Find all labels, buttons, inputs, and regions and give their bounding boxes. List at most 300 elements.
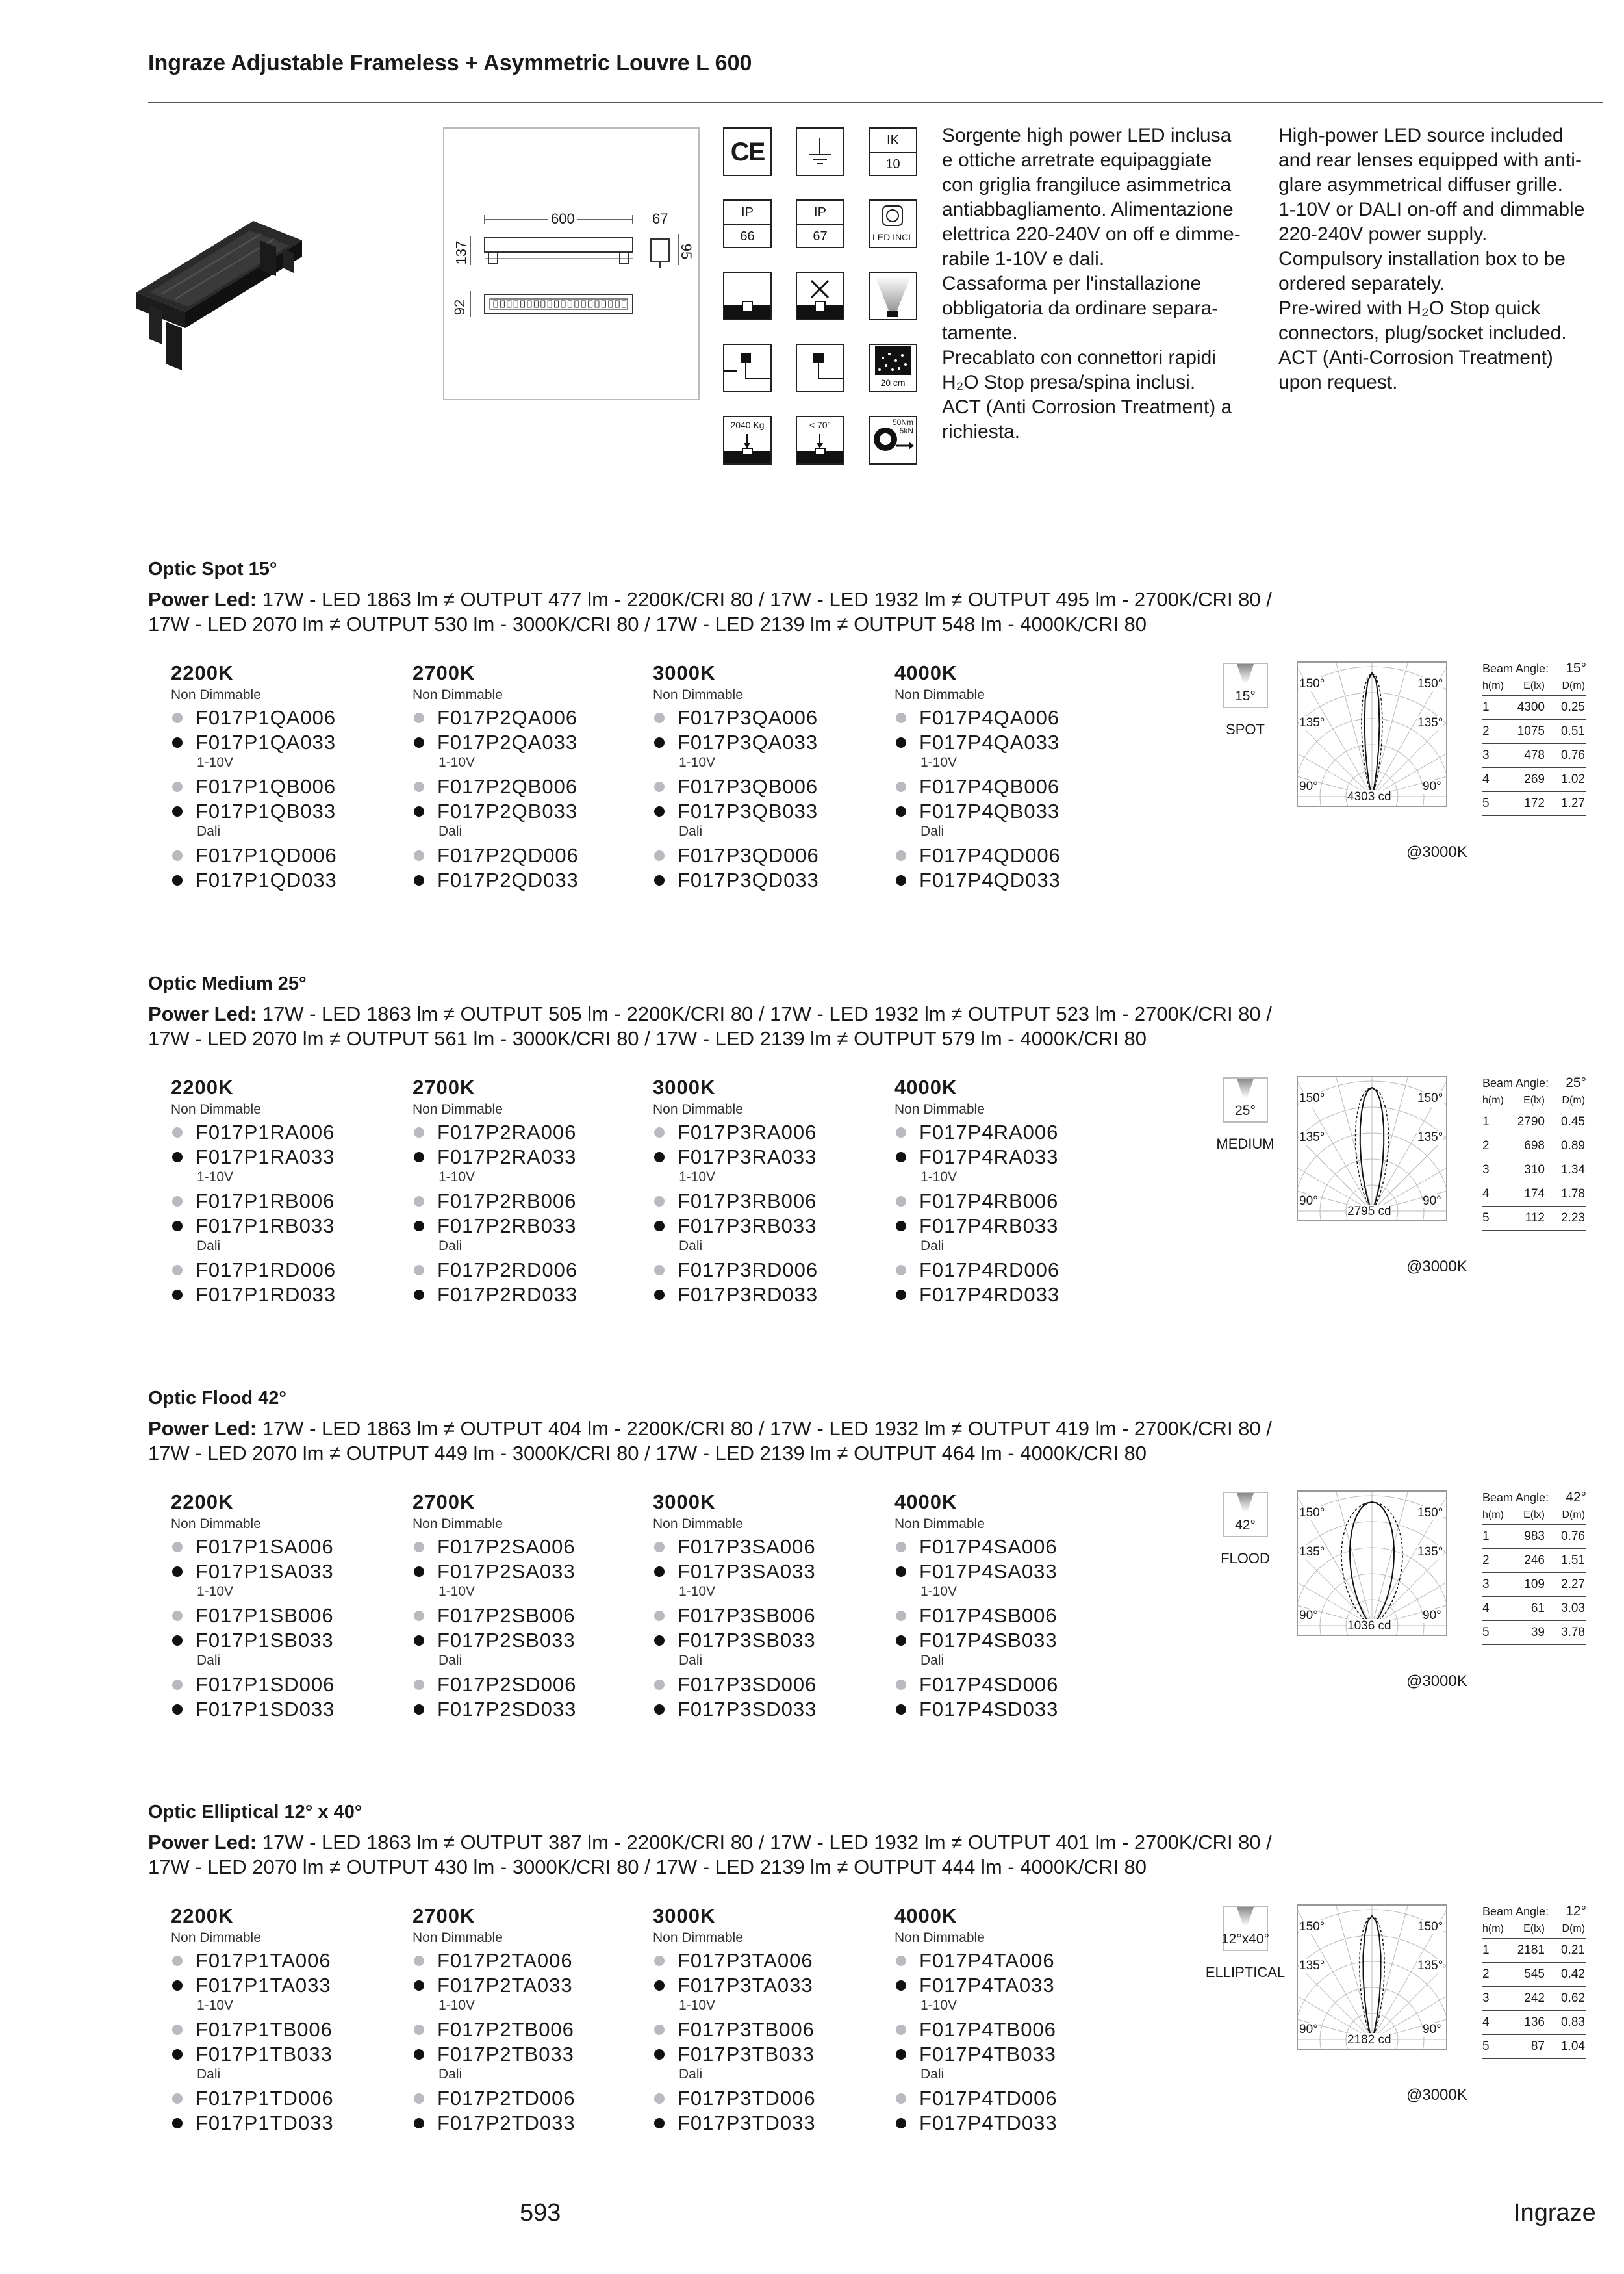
product-code[interactable] <box>412 1697 646 1722</box>
product-code[interactable] <box>412 2042 646 2067</box>
product-code[interactable] <box>894 799 1128 824</box>
product-code[interactable] <box>412 868 646 893</box>
impact-resistance-icon: 50Nm 5kN <box>869 416 917 465</box>
color-temperature: 3000K <box>653 1490 716 1513</box>
product-code-text: F017P2SB006 <box>437 1604 576 1627</box>
desc-en-line: Compulsory installation box to be <box>1278 248 1566 270</box>
product-code[interactable] <box>171 1628 405 1653</box>
col-e: E(lx) <box>1523 1923 1545 1934</box>
finish-black-swatch <box>172 1635 183 1646</box>
table-row <box>1482 720 1586 744</box>
product-code-text: F017P1RD033 <box>196 1283 336 1306</box>
product-code-text: F017P2TD033 <box>437 2112 576 2134</box>
illuminance-table <box>1482 1075 1586 1231</box>
beam-type-label: MEDIUM <box>1216 1136 1275 1152</box>
product-code-text: F017P4RB033 <box>919 1214 1059 1237</box>
dimming-category: Non Dimmable <box>412 1516 503 1531</box>
table-cell: 2181 <box>1517 1943 1545 1957</box>
product-code-text: F017P2QB033 <box>437 800 578 823</box>
product-code[interactable] <box>171 1189 405 1214</box>
product-code[interactable] <box>412 1672 646 1697</box>
product-code-text: F017P1RD006 <box>196 1258 336 1281</box>
brand-name: Ingraze <box>1514 2199 1596 2227</box>
product-code[interactable] <box>171 1535 405 1559</box>
product-code-text: F017P4RA006 <box>919 1121 1059 1143</box>
beam-angle-label: Beam Angle: <box>1482 1904 1549 1918</box>
finish-grey-swatch <box>896 782 906 792</box>
product-code[interactable] <box>412 2111 646 2136</box>
product-code[interactable] <box>894 1973 1128 1998</box>
beam-angle-value: 12° <box>1566 1904 1586 1919</box>
polar-angle-label: 90° <box>1299 1609 1318 1622</box>
product-code[interactable] <box>653 706 887 730</box>
product-code-text: F017P1QA033 <box>196 731 336 754</box>
col-h: h(m) <box>1482 1095 1504 1106</box>
product-code[interactable] <box>171 1283 405 1307</box>
product-code[interactable] <box>894 2111 1128 2136</box>
product-code[interactable] <box>894 1145 1128 1169</box>
product-code[interactable] <box>894 1535 1128 1559</box>
table-cell: 1.51 <box>1561 1553 1585 1567</box>
desc-it-line: obbligatoria da ordinare separa- <box>942 298 1219 319</box>
polar-angle-label: 150° <box>1299 1506 1325 1520</box>
product-code[interactable] <box>412 1628 646 1653</box>
dimming-category: 1-10V <box>920 1169 958 1184</box>
table-cell: 2 <box>1482 1553 1490 1567</box>
table-cell: 0.51 <box>1561 724 1585 738</box>
dimming-category: Dali <box>438 1238 463 1253</box>
product-code[interactable] <box>653 1672 887 1697</box>
product-code[interactable] <box>653 1214 887 1238</box>
polar-angle-label: 90° <box>1423 780 1441 793</box>
col-e: E(lx) <box>1523 1095 1545 1106</box>
product-code[interactable] <box>412 1214 646 1238</box>
finish-grey-swatch <box>654 2025 665 2035</box>
polar-angle-label: 135° <box>1299 1131 1325 1144</box>
product-code[interactable] <box>653 1120 887 1145</box>
dimming-category: 1-10V <box>920 1998 958 2013</box>
beam-angle-value: 42° <box>1235 1518 1256 1533</box>
power-led-label: Power Led: <box>148 1003 257 1025</box>
product-code[interactable] <box>412 1535 646 1559</box>
product-code[interactable] <box>412 2017 646 2042</box>
finish-black-swatch <box>896 2118 906 2128</box>
product-code[interactable] <box>653 2086 887 2111</box>
product-code-text: F017P2TB033 <box>437 2043 574 2065</box>
product-code[interactable] <box>171 2042 405 2067</box>
table-row <box>1482 1573 1586 1597</box>
dimming-category: 1-10V <box>438 755 476 770</box>
dimming-category: Non Dimmable <box>653 1102 743 1117</box>
polar-angle-label: 150° <box>1417 1506 1443 1520</box>
illuminance-table <box>1482 1903 1586 2059</box>
product-code[interactable] <box>653 1145 887 1169</box>
product-code-text: F017P2RB033 <box>437 1214 577 1237</box>
finish-black-swatch <box>654 1566 665 1577</box>
dimming-category: Non Dimmable <box>171 687 261 702</box>
product-code[interactable] <box>894 1603 1128 1628</box>
finish-grey-swatch <box>172 1265 183 1275</box>
product-code[interactable] <box>171 1559 405 1584</box>
product-code[interactable] <box>653 1559 887 1584</box>
color-temperature: 3000K <box>653 661 716 684</box>
product-code[interactable] <box>653 730 887 755</box>
table-row <box>1482 1182 1586 1207</box>
product-code[interactable] <box>412 799 646 824</box>
product-code-text: F017P3QA006 <box>678 706 818 729</box>
ip66-icon: IP 66 <box>723 199 772 248</box>
product-code[interactable] <box>894 774 1128 799</box>
desc-en-line: ACT (Anti-Corrosion Treatment) <box>1278 347 1553 368</box>
table-row <box>1482 1621 1586 1645</box>
product-code[interactable] <box>171 706 405 730</box>
dimming-category: Dali <box>920 2067 945 2082</box>
beam-type-label: SPOT <box>1226 721 1265 737</box>
product-code-text: F017P4TD033 <box>919 2112 1058 2134</box>
col-h: h(m) <box>1482 680 1504 691</box>
led-included-icon: LED INCL <box>869 199 917 248</box>
product-code[interactable] <box>653 1628 887 1653</box>
finish-black-swatch <box>896 1290 906 1300</box>
finish-grey-swatch <box>896 2025 906 2035</box>
power-line: 17W - LED 2070 lm ≠ OUTPUT 561 lm - 3000K/CRI 80 / 17W - LED 2139 lm ≠ OUTPUT 579 lm - 4000K/CRI 80 <box>148 1027 1147 1050</box>
polar-angle-label: 90° <box>1423 1194 1441 1208</box>
product-code[interactable] <box>653 774 887 799</box>
polar-angle-label: 90° <box>1299 2023 1318 2036</box>
not-suitable-icon <box>796 272 844 320</box>
finish-grey-swatch <box>654 1127 665 1138</box>
product-code-text: F017P3TA033 <box>678 1974 813 1997</box>
power-line <box>148 587 1272 612</box>
finish-black-swatch <box>414 1980 424 1991</box>
table-cell: 0.62 <box>1561 1991 1585 2005</box>
product-code-text: F017P4RB006 <box>919 1190 1059 1212</box>
product-code[interactable] <box>894 2017 1128 2042</box>
ip67-icon: IP 67 <box>796 199 844 248</box>
product-code[interactable] <box>894 1283 1128 1307</box>
dimming-category: 1-10V <box>197 1584 234 1599</box>
product-code[interactable] <box>653 1973 887 1998</box>
color-temperature: 4000K <box>894 1904 958 1927</box>
power-led-label: Power Led: <box>148 588 257 611</box>
temp-column <box>653 1490 887 1722</box>
finish-grey-swatch <box>414 1956 424 1966</box>
polar-angle-label: 90° <box>1423 1609 1441 1622</box>
polar-angle-label: 135° <box>1299 716 1325 730</box>
product-code[interactable] <box>653 1258 887 1283</box>
product-code[interactable] <box>412 1189 646 1214</box>
product-code[interactable] <box>653 2111 887 2136</box>
product-code[interactable] <box>171 2017 405 2042</box>
polar-diagram <box>1297 1490 1447 1636</box>
product-code-text: F017P2RD006 <box>437 1258 578 1281</box>
desc-en-line: High-power LED source included <box>1278 125 1564 146</box>
finish-black-swatch <box>896 1704 906 1715</box>
polar-diagram <box>1297 1076 1447 1221</box>
dimming-category: Non Dimmable <box>412 1102 503 1117</box>
dimming-category: Dali <box>679 1653 703 1668</box>
product-code[interactable] <box>653 1283 887 1307</box>
beam-angle-value: 42° <box>1566 1490 1586 1505</box>
dimming-category: 1-10V <box>197 1998 234 2013</box>
gravel-drainage-icon: 20 cm <box>869 344 917 392</box>
finish-black-swatch <box>414 2118 424 2128</box>
finish-grey-swatch <box>654 2093 665 2104</box>
product-code[interactable] <box>171 1697 405 1722</box>
table-cell: 4 <box>1482 2015 1490 2029</box>
product-code-text: F017P3RD006 <box>678 1258 818 1281</box>
product-code-text: F017P2QB006 <box>437 775 578 798</box>
product-code[interactable] <box>653 799 887 824</box>
finish-grey-swatch <box>896 1265 906 1275</box>
product-code[interactable] <box>412 774 646 799</box>
finish-grey-swatch <box>414 850 424 861</box>
color-temperature: 4000K <box>894 661 958 684</box>
product-code[interactable] <box>171 1973 405 1998</box>
product-code[interactable] <box>412 843 646 868</box>
product-code-text: F017P4SB006 <box>919 1604 1058 1627</box>
table-header-row <box>1482 1920 1586 1939</box>
power-spec: 17W - LED 1863 lm ≠ OUTPUT 387 lm - 2200K/CRI 80 / 17W - LED 1932 lm ≠ OUTPUT 401 lm - 2700K/CRI 80 / <box>262 1831 1272 1854</box>
table-cell: 172 <box>1524 797 1545 810</box>
finish-black-swatch <box>414 1221 424 1231</box>
product-code[interactable] <box>412 1603 646 1628</box>
dimming-category: Non Dimmable <box>412 687 503 702</box>
candela-value: 4303 cd <box>1347 790 1391 804</box>
dimming-category: Dali <box>197 2067 221 2082</box>
product-code[interactable] <box>412 1283 646 1307</box>
table-cell: 5 <box>1482 797 1490 810</box>
col-d: D(m) <box>1562 1095 1585 1106</box>
desc-it-line: Cassaforma per l'installazione <box>942 273 1202 294</box>
temp-column <box>412 1490 646 1722</box>
finish-black-swatch <box>896 1635 906 1646</box>
desc-it-line: tamente. <box>942 322 1018 344</box>
table-row <box>1482 1597 1586 1621</box>
dimming-category: Non Dimmable <box>171 1516 261 1531</box>
finish-black-swatch <box>654 2049 665 2060</box>
finish-black-swatch <box>172 737 183 748</box>
power-led-label: Power Led: <box>148 1831 257 1854</box>
product-code-text: F017P1SA033 <box>196 1560 334 1583</box>
product-code-text: F017P1RB033 <box>196 1214 335 1237</box>
beam-angle-header <box>1482 1903 1586 1920</box>
temp-column <box>653 1076 887 1307</box>
table-row <box>1482 1549 1586 1573</box>
product-code[interactable] <box>894 706 1128 730</box>
finish-black-swatch <box>654 1980 665 1991</box>
finish-black-swatch <box>414 1290 424 1300</box>
product-code[interactable] <box>412 1258 646 1283</box>
table-cell: 5 <box>1482 1211 1490 1225</box>
product-code-text: F017P4TA006 <box>919 1949 1055 1972</box>
beam-angle-value: 25° <box>1235 1103 1256 1118</box>
product-code[interactable] <box>171 1145 405 1169</box>
table-cell: 3.03 <box>1561 1602 1585 1615</box>
temp-column <box>894 1076 1128 1307</box>
reference-temperature: @3000K <box>1406 1258 1467 1275</box>
table-cell: 0.76 <box>1561 748 1585 762</box>
dimming-category: Non Dimmable <box>171 1102 261 1117</box>
product-code[interactable] <box>653 1189 887 1214</box>
product-code-text: F017P3SD006 <box>678 1673 817 1696</box>
beam-angle-header <box>1482 660 1586 677</box>
product-code-text: F017P3RD033 <box>678 1283 818 1306</box>
product-code[interactable] <box>171 1258 405 1283</box>
table-cell: 698 <box>1524 1139 1545 1153</box>
product-code[interactable] <box>171 843 405 868</box>
table-cell: 4 <box>1482 1602 1490 1615</box>
description-english <box>1278 123 1603 395</box>
table-cell: 1 <box>1482 1529 1490 1543</box>
product-code[interactable] <box>894 1628 1128 1653</box>
product-code-text: F017P3SA033 <box>678 1560 816 1583</box>
finish-black-swatch <box>654 1704 665 1715</box>
product-code[interactable] <box>171 1948 405 1973</box>
product-code[interactable] <box>653 2042 887 2067</box>
product-code[interactable] <box>171 1214 405 1238</box>
finish-black-swatch <box>896 875 906 886</box>
product-code[interactable] <box>894 2086 1128 2111</box>
temp-column <box>171 1490 405 1722</box>
desc-en-line: 220-240V power supply. <box>1278 224 1488 245</box>
product-code-text: F017P3TB033 <box>678 2043 815 2065</box>
product-code[interactable] <box>653 1697 887 1722</box>
col-e: E(lx) <box>1523 680 1545 691</box>
table-cell: 0.42 <box>1561 1967 1585 1981</box>
beam-angle-label: Beam Angle: <box>1482 1490 1549 1504</box>
product-code[interactable] <box>653 1948 887 1973</box>
finish-grey-swatch <box>896 850 906 861</box>
product-code[interactable] <box>894 1672 1128 1697</box>
product-code[interactable] <box>171 868 405 893</box>
product-code[interactable] <box>412 730 646 755</box>
product-code[interactable] <box>412 1973 646 1998</box>
desc-it-line: con griglia frangiluce asimmetrica <box>942 174 1232 196</box>
product-code[interactable] <box>894 1697 1128 1722</box>
temp-column <box>412 661 646 893</box>
table-cell: 246 <box>1524 1553 1545 1567</box>
desc-it-line: Sorgente high power LED inclusa <box>942 125 1232 146</box>
description-italian <box>942 123 1267 444</box>
product-code[interactable] <box>412 706 646 730</box>
finish-grey-swatch <box>172 1196 183 1207</box>
product-code[interactable] <box>894 1214 1128 1238</box>
product-code[interactable] <box>171 1672 405 1697</box>
finish-grey-swatch <box>896 1542 906 1552</box>
desc-en-line: ordered separately. <box>1278 273 1445 294</box>
color-temperature: 4000K <box>894 1490 958 1513</box>
finish-grey-swatch <box>172 1680 183 1690</box>
table-cell: 269 <box>1524 773 1545 786</box>
product-code[interactable] <box>653 1535 887 1559</box>
product-code-text: F017P4SB033 <box>919 1629 1058 1652</box>
finish-black-swatch <box>172 1704 183 1715</box>
polar-angle-label: 90° <box>1423 2023 1441 2036</box>
finish-black-swatch <box>172 1152 183 1162</box>
table-row <box>1482 2011 1586 2035</box>
desc-en-line: upon request. <box>1278 372 1398 393</box>
product-code[interactable] <box>653 2017 887 2042</box>
product-code[interactable] <box>171 1120 405 1145</box>
col-h: h(m) <box>1482 1509 1504 1520</box>
table-cell: 2790 <box>1517 1115 1545 1129</box>
product-code[interactable] <box>171 799 405 824</box>
product-code-text: F017P3TD006 <box>678 2087 816 2110</box>
dimming-category: Dali <box>679 2067 703 2082</box>
finish-grey-swatch <box>414 1127 424 1138</box>
product-code[interactable] <box>894 730 1128 755</box>
product-code-text: F017P4QA006 <box>919 706 1060 729</box>
product-code[interactable] <box>412 1559 646 1584</box>
product-code[interactable] <box>653 843 887 868</box>
beam-type-label: ELLIPTICAL <box>1205 1964 1286 1980</box>
product-code[interactable] <box>412 2086 646 2111</box>
product-code[interactable] <box>171 2111 405 2136</box>
product-code-text: F017P3RB033 <box>678 1214 817 1237</box>
power-line: 17W - LED 2070 lm ≠ OUTPUT 449 lm - 3000K/CRI 80 / 17W - LED 2139 lm ≠ OUTPUT 464 lm - 4000K/CRI 80 <box>148 1442 1147 1464</box>
ground-symbol-icon <box>796 127 844 176</box>
beam-angle-value: 15° <box>1566 661 1586 676</box>
dimming-category: Non Dimmable <box>894 687 985 702</box>
product-code[interactable] <box>894 1258 1128 1283</box>
product-code[interactable] <box>894 843 1128 868</box>
product-code[interactable] <box>171 774 405 799</box>
finish-black-swatch <box>654 1635 665 1646</box>
color-temperature: 2200K <box>171 1076 234 1099</box>
product-code[interactable] <box>653 1603 887 1628</box>
recessed-ground-icon <box>723 272 772 320</box>
product-code[interactable] <box>171 730 405 755</box>
product-code-text: F017P1TB006 <box>196 2018 333 2041</box>
product-code[interactable] <box>412 1948 646 1973</box>
table-row <box>1482 2035 1586 2059</box>
product-code-text: F017P2QA006 <box>437 706 578 729</box>
product-code[interactable] <box>653 868 887 893</box>
product-code[interactable] <box>894 1559 1128 1584</box>
color-temperature: 2700K <box>412 661 476 684</box>
finish-grey-swatch <box>414 1680 424 1690</box>
product-code[interactable] <box>894 1189 1128 1214</box>
product-code-text: F017P3SB006 <box>678 1604 816 1627</box>
table-cell: 2 <box>1482 1967 1490 1981</box>
product-code[interactable] <box>171 2086 405 2111</box>
load-capacity-icon: 2040 Kg <box>723 416 772 465</box>
beam-angle-value: 12°x40° <box>1221 1932 1269 1947</box>
product-code[interactable] <box>412 1145 646 1169</box>
reference-temperature: @3000K <box>1406 2086 1467 2104</box>
product-code-text: F017P4TD006 <box>919 2087 1058 2110</box>
product-code-text: F017P1TA033 <box>196 1974 331 1997</box>
polar-angle-label: 135° <box>1417 716 1443 730</box>
desc-it-line: Precablato con connettori rapidi <box>942 347 1216 368</box>
finish-grey-swatch <box>654 1680 665 1690</box>
product-code[interactable] <box>894 1948 1128 1973</box>
product-code[interactable] <box>412 1120 646 1145</box>
power-led-label: Power Led: <box>148 1417 257 1440</box>
product-code[interactable] <box>171 1603 405 1628</box>
product-code[interactable] <box>894 868 1128 893</box>
finish-grey-swatch <box>896 1680 906 1690</box>
power-line <box>148 1416 1272 1441</box>
dimming-category: 1-10V <box>438 1998 476 2013</box>
table-cell: 2 <box>1482 1139 1490 1153</box>
finish-black-swatch <box>654 2118 665 2128</box>
product-code[interactable] <box>894 2042 1128 2067</box>
product-code[interactable] <box>894 1120 1128 1145</box>
polar-angle-label: 150° <box>1417 1920 1443 1934</box>
temp-column <box>171 1904 405 2136</box>
